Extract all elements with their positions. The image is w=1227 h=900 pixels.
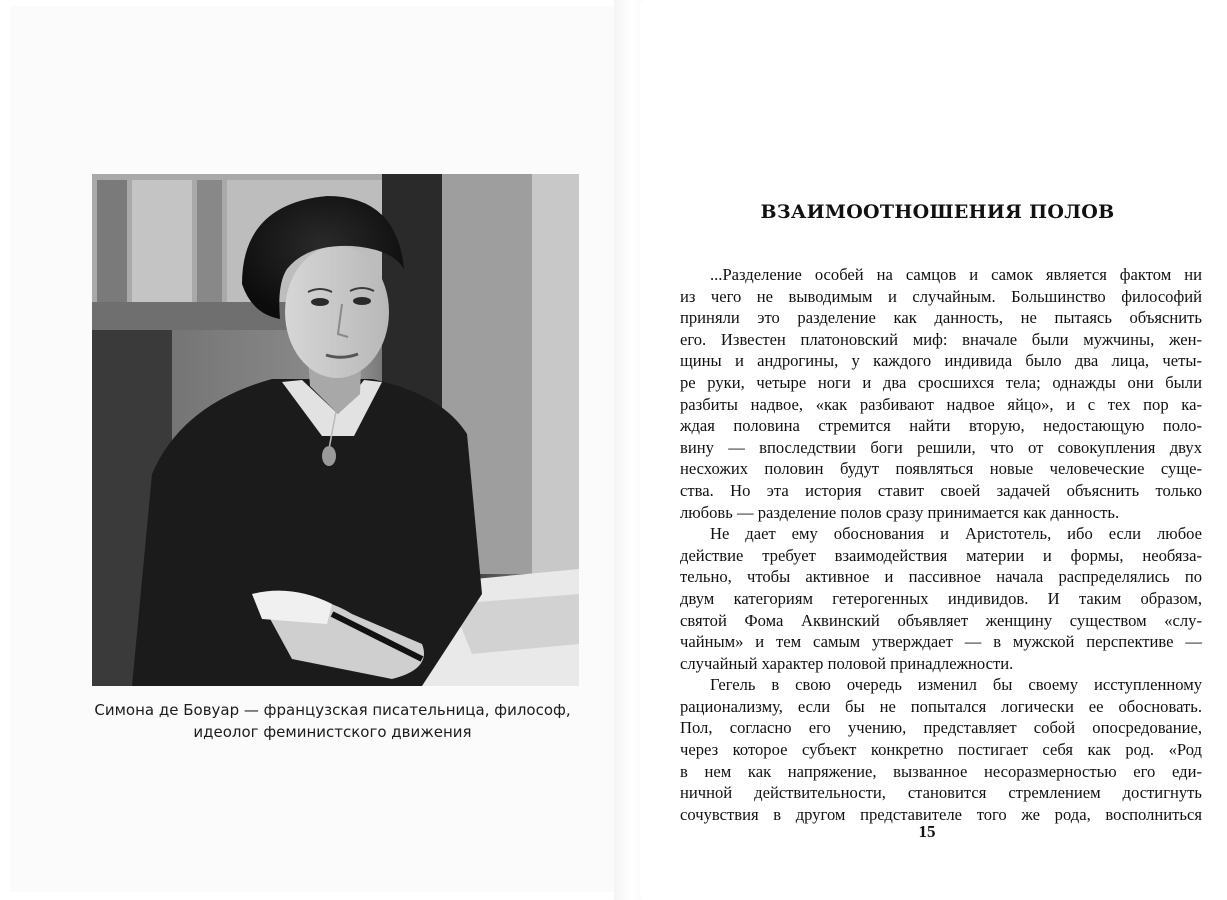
text-line: Не дает ему обоснования и Аристотель, ибо если любое: [710, 524, 1202, 544]
text-line: сочувствия в другом представителе того же рода, восполниться: [680, 804, 1202, 824]
text-line: ничной действительности, становится стремлением достигнуть: [680, 783, 1202, 803]
text-line: щины и андрогины, у каждого индивида было два лица, четы-: [680, 351, 1202, 371]
page-number: 15: [918, 822, 936, 841]
caption-line: Симона де Бовуар — французская писательница, философ,: [94, 701, 571, 719]
text-line: в нем как напряжение, вызванное несоразмерностью его еди-: [680, 761, 1202, 781]
text-line: через которое субъект конкретно постигает себя как род. «Род: [680, 740, 1202, 760]
text-line: ждая половина стремится найти вторую, недостающую поло-: [680, 416, 1202, 436]
left-page: [10, 6, 615, 892]
text-line: приняли это разделение как данность, не пытаясь объяснить: [680, 308, 1202, 328]
text-line: ства. Но эта история ставит своей задачей объяснить только: [680, 480, 1202, 500]
body-text: [680, 264, 1202, 825]
text-line: действие требует взаимодействия материи и формы, необяза-: [680, 545, 1202, 565]
text-line: Пол, согласно его учению, представляет собой опосредование,: [680, 718, 1202, 738]
portrait-photo: [92, 174, 579, 686]
text-line: его. Известен платоновский миф: вначале были мужчины, жен-: [680, 329, 1202, 349]
text-line: Гегель в свою очередь изменил бы своему исступленному: [710, 675, 1202, 695]
text-line: святой Фома Аквинский объявляет женщину существом «слу-: [680, 610, 1202, 630]
text-line: ре руки, четыре ноги и два сросшихся тела; однажды они были: [680, 372, 1202, 392]
text-line: тельно, чтобы активное и пассивное начала распределялись по: [680, 567, 1202, 587]
text-line: рационализму, если бы не попытался логически ее обосновать.: [680, 696, 1202, 716]
text-line: чайным» и тем самым утверждает — в мужской перспективе —: [680, 632, 1202, 652]
text-line: любовь — разделение полов сразу принимается как данность.: [680, 502, 1120, 522]
caption-line: идеолог феминистского движения: [193, 723, 472, 741]
text-line: ...Разделение особей на самцов и самок является фактом ни: [710, 265, 1202, 284]
text-line: несхожих половин будут появляться новые человеческие суще-: [680, 459, 1202, 479]
chapter-title: ВЗАИМООТНОШЕНИЯ ПОЛОВ: [760, 201, 1115, 223]
text-line: случайный характер половой принадлежности.: [680, 653, 1014, 673]
text-line: вину — впоследствии боги решили, что от совокупления двух: [680, 437, 1202, 457]
text-line: из чего не выводимым и случайным. Большинство философий: [680, 286, 1202, 306]
text-line: двум категориям гетерогенных индивидов. И таким образом,: [680, 588, 1202, 608]
photo-caption: [70, 699, 595, 743]
book-gutter: [614, 0, 642, 900]
right-page: [640, 2, 1225, 896]
text-line: разбиты надвое, «как разбивают надвое яйцо», и с тех пор ка-: [680, 394, 1202, 414]
